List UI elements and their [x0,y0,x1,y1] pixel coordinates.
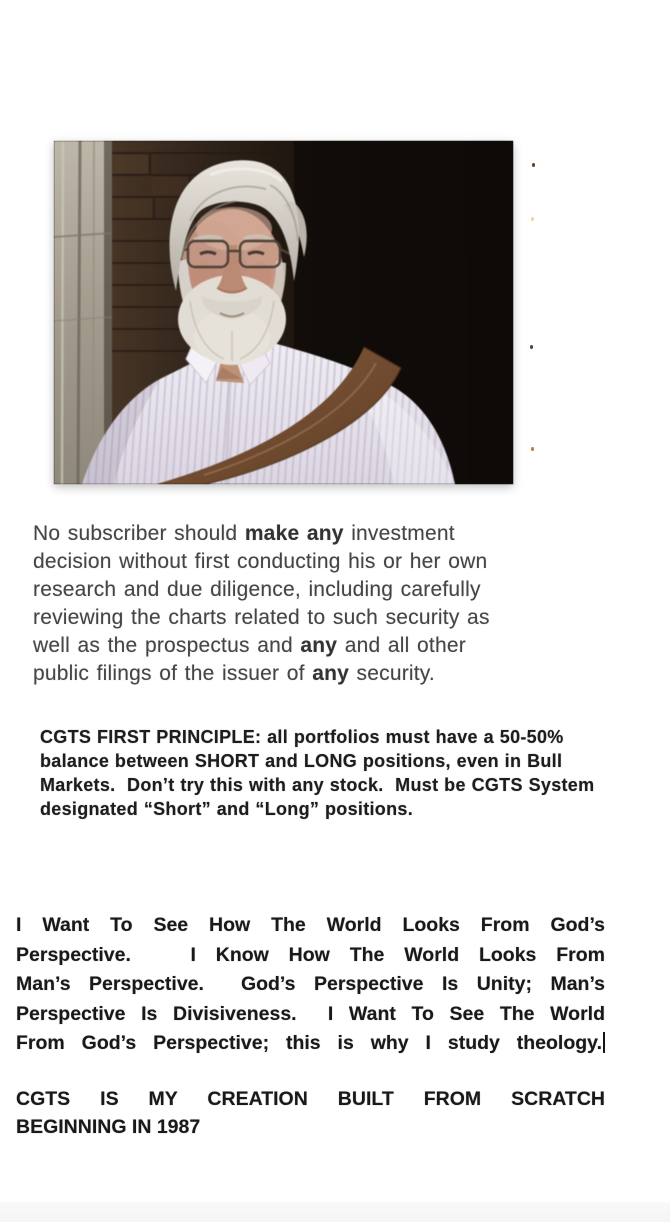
text-segment: security. [349,662,435,685]
cgts-creation-heading[interactable] [16,1085,605,1141]
text-segment: CGTS FIRST PRINCIPLE: all portfolios must have a 50-50% [40,727,564,747]
text-line [33,604,578,632]
text-segment: designated “Short” and “Long” positions. [40,799,413,819]
text-line [33,576,578,604]
portrait-photo-graphic [54,141,513,484]
text-line[interactable] [16,1113,605,1141]
text-line [33,632,578,660]
text-line[interactable] [16,1000,605,1030]
text-segment: public filings of the issuer of [33,662,313,685]
text-line[interactable] [16,1029,605,1059]
text-segment: well as the prospectus and [33,634,301,657]
text-segment: Perspective. I Know How The World Looks From [16,943,605,966]
disclaimer-paragraph [33,520,578,688]
text-segment: any [300,634,338,657]
text-segment: Markets. Don’t try this with any stock. Must be CGTS System [40,775,595,795]
text-segment: CGTS IS MY CREATION BUILT FROM SCRATCH [16,1088,605,1110]
text-segment: From God’s Perspective; this is why I study theology. [16,1032,602,1054]
text-segment: BEGINNING IN 1987 [16,1116,201,1138]
text-line [33,520,578,548]
text-line [40,773,662,797]
speck-mark [530,345,533,349]
theology-paragraph[interactable] [16,911,605,1059]
text-segment: and all other [337,634,466,657]
text-segment: reviewing the charts related to such security as [33,606,490,629]
text-line [33,660,578,688]
text-segment: decision without first conducting his or her own [33,550,488,573]
text-caret [603,1032,605,1053]
text-segment: make any [244,522,344,545]
text-line[interactable] [16,911,605,941]
text-line [40,725,662,749]
footer-band [0,1202,670,1222]
portrait-photo [54,141,513,484]
text-segment: I Want To See How The World Looks From God’s [16,914,605,936]
text-segment: any [312,662,349,685]
text-segment: Man’s Perspective. God’s Perspective Is Unity; Man’s [16,973,605,995]
speck-mark [532,163,535,167]
speck-mark [531,447,534,451]
text-line[interactable] [16,970,605,1000]
text-line[interactable] [16,1085,605,1113]
text-segment: Perspective Is Divisiveness. I Want To See The World [16,1002,605,1025]
text-segment: research and due diligence, including carefully [33,578,481,601]
speck-mark [531,217,534,221]
text-segment: investment [343,522,455,545]
text-line [40,749,662,773]
text-line [40,797,662,821]
text-segment: balance between SHORT and LONG positions, even in Bull [40,751,563,771]
text-segment: No subscriber should [33,522,245,545]
text-line [33,548,578,576]
text-line[interactable] [16,941,605,971]
first-principle-paragraph [40,725,662,821]
